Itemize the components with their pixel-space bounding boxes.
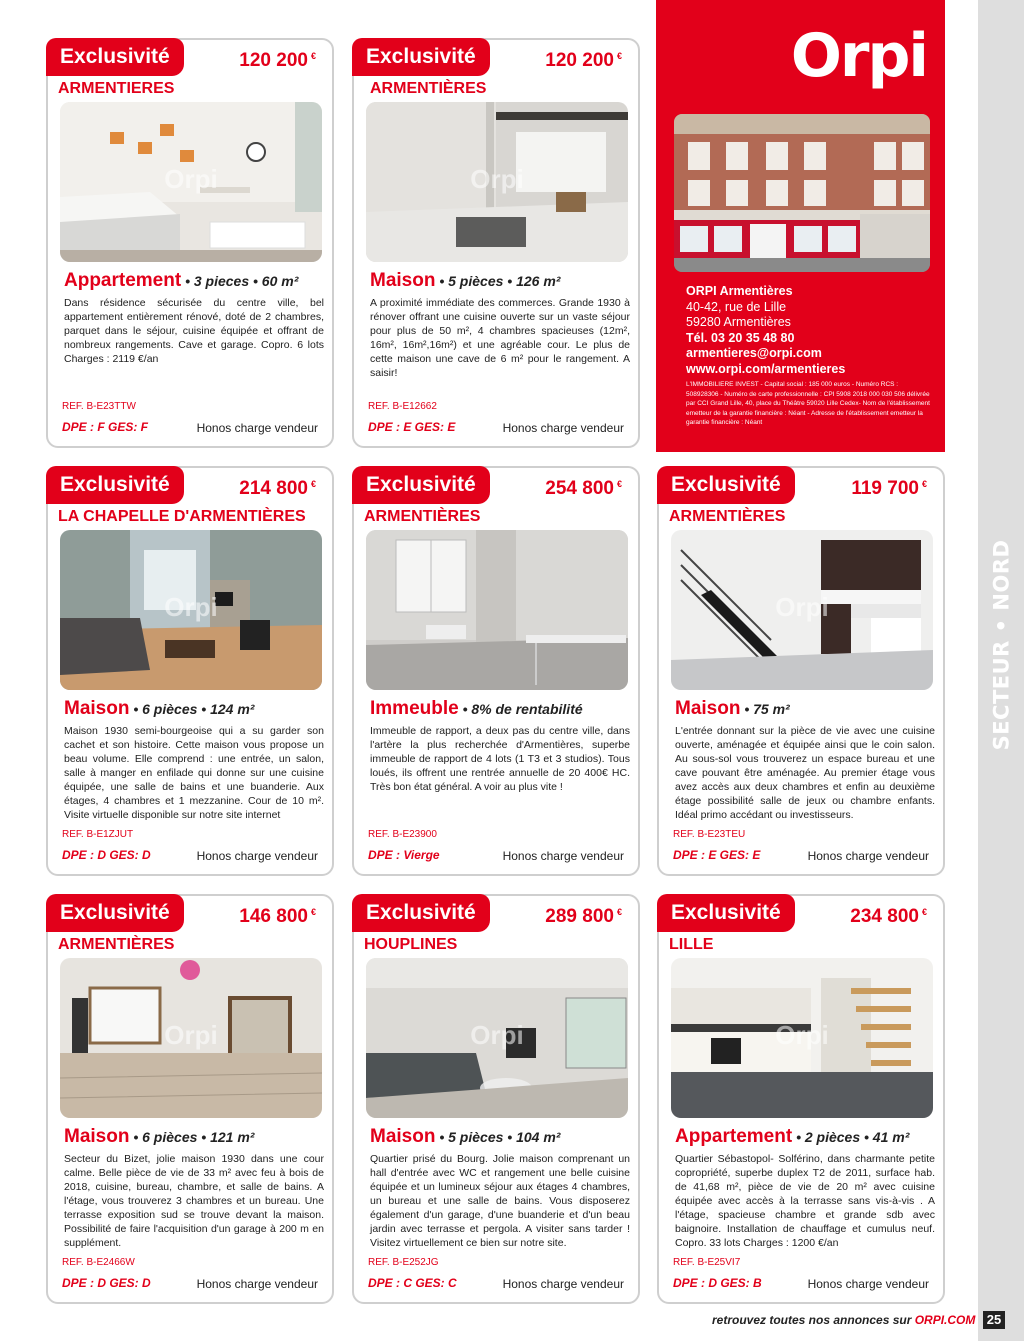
watermark: Orpi	[470, 1020, 524, 1050]
property-type: Maison • 6 pièces • 124 m²	[64, 698, 255, 719]
reference: REF. B-E23TTW	[62, 401, 136, 412]
energy-rating: DPE : F GES: F	[62, 420, 149, 434]
footer-site-link[interactable]: ORPI.COM	[914, 1313, 976, 1327]
listing-card[interactable]	[46, 38, 334, 448]
agency-storefront-photo	[674, 114, 930, 272]
listing-card[interactable]	[657, 894, 945, 1304]
exclusivity-badge: Exclusivité	[657, 894, 795, 932]
agency-address-line1: 40-42, rue de Lille	[686, 299, 787, 314]
reference: REF. B-E1ZJUT	[62, 829, 134, 840]
city: LA CHAPELLE D'ARMENTIÈRES	[58, 508, 306, 525]
city: HOUPLINES	[364, 936, 458, 953]
watermark: Orpi	[775, 592, 829, 622]
exclusivity-badge: Exclusivité	[46, 38, 184, 76]
city: ARMENTIÈRES	[364, 508, 481, 525]
exclusivity-badge: Exclusivité	[46, 466, 184, 504]
description: Immeuble de rapport, a deux pas du centre ville, dans l'artère la plus recherchée d'Armentières, superbe immeuble de rapport de 4 lots (1 T3 et 3 studios). Tous loués, ils offrent une rentrée annuelle de 20 400€ HC. Très bon état général. A voir au plus vite !	[370, 725, 630, 793]
watermark: Orpi	[470, 164, 524, 194]
city: ARMENTIERES	[58, 80, 175, 97]
agency-phone[interactable]: Tél. 03 20 35 48 80	[686, 330, 795, 345]
price: 254 800 €	[545, 478, 622, 499]
property-type: Maison • 5 pièces • 104 m²	[370, 1126, 561, 1147]
section-label: SECTEUR • NORD	[989, 539, 1014, 751]
energy-rating: DPE : D GES: B	[673, 1276, 762, 1290]
watermark: Orpi	[775, 1020, 829, 1050]
footer-note: retrouvez toutes nos annonces sur ORPI.COM	[712, 1313, 976, 1327]
fees: Honos charge vendeur	[502, 1277, 624, 1291]
reference: REF. B-E25VI7	[673, 1257, 741, 1268]
description: L'entrée donnant sur la pièce de vie avec une cuisine ouverte, aménagée et équipée ainsi que le coin salon. Au sous-sol vous trouverez un espace bureau et une cave pouvant être aménagée. Au premier étage vous avez accès aux deux chambres et enfin au deuxième étage possibilité salle de jeux ou chambre enfants. Idéal primo accédant ou investisseurs.	[675, 725, 935, 821]
property-photo[interactable]	[366, 102, 628, 262]
page-number: 25	[983, 1311, 1005, 1329]
listing-card[interactable]	[352, 894, 640, 1304]
exclusivity-badge: Exclusivité	[352, 38, 490, 76]
exclusivity-badge: Exclusivité	[657, 466, 795, 504]
watermark: Orpi	[164, 1020, 218, 1050]
energy-rating: DPE : D GES: D	[62, 1276, 151, 1290]
description: Maison 1930 semi-bourgeoise qui a su garder son cachet et son histoire. Cette maison vous propose un beau volume. Elle comprend : une entrée, un salon, salle à manger en enfilade qui donne sur une cuisine équipée, une salle de bains et une buanderie. Aux étages, 4 chambres et 1 mezzanine. Cour de 10 m². Visite virtuelle disponible sur notre site internet	[64, 725, 324, 821]
city: ARMENTIÈRES	[370, 80, 487, 97]
exclusivity-badge: Exclusivité	[352, 466, 490, 504]
energy-rating: DPE : C GES: C	[368, 1276, 457, 1290]
price: 289 800 €	[545, 906, 622, 927]
watermark: Orpi	[164, 164, 218, 194]
city: ARMENTIÈRES	[58, 936, 175, 953]
property-photo[interactable]	[60, 530, 322, 690]
fees: Honos charge vendeur	[502, 849, 624, 863]
reference: REF. B-E23TEU	[673, 829, 746, 840]
agency-name: ORPI Armentières	[686, 284, 793, 298]
city: LILLE	[669, 936, 714, 953]
property-type: Maison • 6 pièces • 121 m²	[64, 1126, 255, 1147]
legal-notice: L'IMMOBILIERE INVEST - Capital social : 185 000 euros - Numéro RCS : 508928306 - Numéro de carte professionnelle : CPI 5908 2018 000 030 506 délivrée par CCI Grand Lille, 40, place du Théâtre 59020 Lille Cedex- Nom de l'établissement emetteur de la garantie financière : Néant - Adresse de l'établissement emetteur la garantie financière : Néant	[686, 381, 930, 426]
price: 234 800 €	[850, 906, 927, 927]
energy-rating: DPE : E GES: E	[368, 420, 456, 434]
description: Secteur du Bizet, jolie maison 1930 dans une cour calme. Belle pièce de vie de 33 m² avec feu à bois de 2018, cuisine, bureau, chambre, et salle de bains. A l'étage, vous trouverez 3 chambres et un bureau. Une terrasse exposition sud se trouve devant la maison. Possibilité de faire l'acquisition d'un garage à 200 m en supplément.	[64, 1153, 324, 1249]
listing-card[interactable]	[657, 466, 945, 876]
agency-address-line2: 59280 Armentières	[686, 315, 791, 329]
property-type: Maison • 75 m²	[675, 698, 790, 719]
energy-rating: DPE : Vierge	[368, 848, 440, 862]
energy-rating: DPE : D GES: D	[62, 848, 151, 862]
property-photo[interactable]	[60, 102, 322, 262]
description: Dans résidence sécurisée du centre ville, bel appartement entièrement rénové, doté de 2 chambres, parquet dans le séjour, cuisine équipée et offrant de nombreux rangements. Cave et garage. Copro. 6 lots Charges : 2119 €/an	[64, 297, 324, 365]
price: 120 200 €	[545, 50, 622, 71]
orpi-logo: Orpi	[790, 21, 927, 91]
fees: Honos charge vendeur	[196, 1277, 318, 1291]
description: Quartier Sébastopol- Solférino, dans charmante petite copropriété, superbe duplex T2 de 2011, surface hab. de 41,68 m², pièce de vie de 20 m² avec cuisine équipée avec accès à la terrasse sans vis-à-vis . A l'étage, spacieuse chambre et grande sdb avec baignoire. Installation de chauffage et cumulus neuf. Copro. 33 lots Charges : 1200 €/an	[675, 1153, 935, 1249]
property-type: Appartement • 2 pièces • 41 m²	[675, 1126, 910, 1147]
exclusivity-badge: Exclusivité	[46, 894, 184, 932]
description: A proximité immédiate des commerces. Grande 1930 à rénover offrant une cuisine ouverte sur un vaste séjour pour plus de 50 m², 4 chambres spacieuses (12m², 16m², 16m²,16m²) et une agréable cour. Le plus de cette maison une cave de 6 m² pour le rangement. A saisir!	[370, 297, 630, 379]
property-photo[interactable]	[671, 958, 933, 1118]
price: 146 800 €	[239, 906, 316, 927]
watermark: Orpi	[164, 592, 218, 622]
reference: REF. B-E23900	[368, 829, 437, 840]
listing-card[interactable]	[352, 466, 640, 876]
listing-card[interactable]	[352, 38, 640, 448]
fees: Honos charge vendeur	[196, 421, 318, 435]
energy-rating: DPE : E GES: E	[673, 848, 761, 862]
reference: REF. B-E252JG	[368, 1257, 439, 1268]
fees: Honos charge vendeur	[807, 849, 929, 863]
city: ARMENTIÈRES	[669, 508, 786, 525]
fees: Honos charge vendeur	[196, 849, 318, 863]
property-type: Appartement • 3 pieces • 60 m²	[64, 270, 299, 291]
property-type: Maison • 5 pièces • 126 m²	[370, 270, 561, 291]
agency-website[interactable]: www.orpi.com/armentieres	[686, 361, 846, 376]
property-photo[interactable]	[60, 958, 322, 1118]
property-photo[interactable]	[366, 530, 628, 690]
listing-card[interactable]	[46, 894, 334, 1304]
reference: REF. B-E2466W	[62, 1257, 135, 1268]
price: 119 700 €	[851, 478, 927, 499]
description: Quartier prisé du Bourg. Jolie maison comprenant un hall d'entrée avec WC et rangement une belle cuisine équipée et un lumineux séjour aux étages 4 chambres, un bureau et une salle de bains. Vous disposerez également d'un garage, d'une buanderie et d'un beau jardin avec terrasse et pergola. A visiter sans tarder ! Visitez virtuellement ce bien sur notre site.	[370, 1153, 630, 1249]
agency-email[interactable]: armentieres@orpi.com	[686, 346, 822, 360]
fees: Honos charge vendeur	[502, 421, 624, 435]
price: 214 800 €	[239, 478, 316, 499]
agency-panel	[656, 0, 945, 452]
listing-card[interactable]	[46, 466, 334, 876]
property-type: Immeuble • 8% de rentabilité	[370, 698, 583, 719]
property-photo[interactable]	[671, 530, 933, 690]
exclusivity-badge: Exclusivité	[352, 894, 490, 932]
property-photo[interactable]	[366, 958, 628, 1118]
agency-contact	[686, 284, 845, 377]
reference: REF. B-E12662	[368, 401, 437, 412]
fees: Honos charge vendeur	[807, 1277, 929, 1291]
price: 120 200 €	[239, 50, 316, 71]
